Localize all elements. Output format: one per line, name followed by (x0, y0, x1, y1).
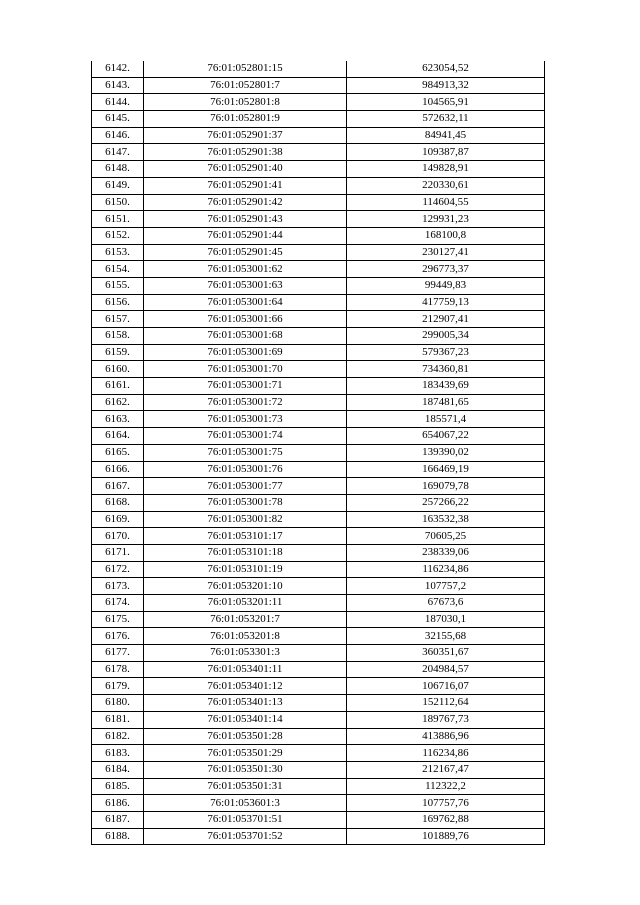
cadastral-number-cell: 76:01:053001:76 (144, 461, 347, 478)
cadastral-value-cell: 212907,41 (347, 311, 545, 328)
cadastral-value-cell: 169079,78 (347, 478, 545, 495)
cadastral-number-cell: 76:01:053701:52 (144, 828, 347, 845)
cadastral-value-cell: 104565,91 (347, 94, 545, 111)
cadastral-value-cell: 220330,61 (347, 177, 545, 194)
cadastral-value-cell: 212167,47 (347, 761, 545, 778)
cadastral-number-cell: 76:01:052901:37 (144, 127, 347, 144)
cadastral-value-cell: 185571,4 (347, 411, 545, 428)
table-row (92, 361, 545, 378)
cadastral-value-cell: 299005,34 (347, 328, 545, 345)
cadastral-value-cell: 654067,22 (347, 428, 545, 445)
cadastral-value-cell: 187030,1 (347, 611, 545, 628)
cadastral-number-cell: 76:01:052801:8 (144, 94, 347, 111)
cadastral-number-cell: 76:01:053001:71 (144, 378, 347, 395)
table-row (92, 828, 545, 845)
table-row (92, 578, 545, 595)
table-row (92, 645, 545, 662)
cadastral-number-cell: 76:01:053001:70 (144, 361, 347, 378)
table-row (92, 111, 545, 128)
row-number-cell: 6176. (92, 628, 144, 645)
cadastral-number-cell: 76:01:053101:18 (144, 544, 347, 561)
cadastral-value-cell: 204984,57 (347, 661, 545, 678)
table-row (92, 611, 545, 628)
row-number-cell: 6173. (92, 578, 144, 595)
row-number-cell: 6146. (92, 127, 144, 144)
row-number-cell: 6158. (92, 328, 144, 345)
table-row (92, 94, 545, 111)
cadastral-value-cell: 152112,64 (347, 695, 545, 712)
row-number-cell: 6177. (92, 645, 144, 662)
cadastral-value-cell: 116234,86 (347, 561, 545, 578)
cadastral-value-cell: 984913,32 (347, 77, 545, 94)
cadastral-value-cell: 107757,2 (347, 578, 545, 595)
cadastral-number-cell: 76:01:052901:44 (144, 227, 347, 244)
table-row (92, 244, 545, 261)
cadastral-number-cell: 76:01:053501:28 (144, 728, 347, 745)
cadastral-number-cell: 76:01:053001:62 (144, 261, 347, 278)
cadastral-value-cell: 238339,06 (347, 544, 545, 561)
cadastral-number-cell: 76:01:053101:19 (144, 561, 347, 578)
row-number-cell: 6148. (92, 161, 144, 178)
row-number-cell: 6174. (92, 595, 144, 612)
table-row (92, 77, 545, 94)
table-row (92, 428, 545, 445)
cadastral-value-cell: 230127,41 (347, 244, 545, 261)
table-row (92, 227, 545, 244)
table-row (92, 161, 545, 178)
cadastral-number-cell: 76:01:053201:8 (144, 628, 347, 645)
row-number-cell: 6170. (92, 528, 144, 545)
row-number-cell: 6186. (92, 795, 144, 812)
row-number-cell: 6185. (92, 778, 144, 795)
cadastral-number-cell: 76:01:052901:38 (144, 144, 347, 161)
table-row (92, 478, 545, 495)
cadastral-value-cell: 129931,23 (347, 211, 545, 228)
table-row (92, 394, 545, 411)
row-number-cell: 6151. (92, 211, 144, 228)
cadastral-number-cell: 76:01:053001:73 (144, 411, 347, 428)
row-number-cell: 6143. (92, 77, 144, 94)
row-number-cell: 6180. (92, 695, 144, 712)
table-row (92, 461, 545, 478)
cadastral-number-cell: 76:01:053001:64 (144, 294, 347, 311)
cadastral-value-cell: 109387,87 (347, 144, 545, 161)
row-number-cell: 6167. (92, 478, 144, 495)
row-number-cell: 6156. (92, 294, 144, 311)
cadastral-value-cell: 734360,81 (347, 361, 545, 378)
cadastral-number-cell: 76:01:053001:69 (144, 344, 347, 361)
table-row (92, 761, 545, 778)
row-number-cell: 6150. (92, 194, 144, 211)
cadastral-number-cell: 76:01:053001:82 (144, 511, 347, 528)
cadastral-value-cell: 417759,13 (347, 294, 545, 311)
cadastral-number-cell: 76:01:052901:45 (144, 244, 347, 261)
row-number-cell: 6179. (92, 678, 144, 695)
table-row (92, 795, 545, 812)
cadastral-number-cell: 76:01:053501:29 (144, 745, 347, 762)
row-number-cell: 6183. (92, 745, 144, 762)
table-row (92, 378, 545, 395)
table-row (92, 811, 545, 828)
row-number-cell: 6175. (92, 611, 144, 628)
table-row (92, 544, 545, 561)
table-row (92, 211, 545, 228)
table-row (92, 411, 545, 428)
cadastral-value-cell: 106716,07 (347, 678, 545, 695)
table-row (92, 745, 545, 762)
cadastral-value-cell: 107757,76 (347, 795, 545, 812)
cadastral-number-cell: 76:01:053501:31 (144, 778, 347, 795)
row-number-cell: 6178. (92, 661, 144, 678)
cadastral-number-cell: 76:01:053201:7 (144, 611, 347, 628)
row-number-cell: 6149. (92, 177, 144, 194)
cadastral-number-cell: 76:01:053401:12 (144, 678, 347, 695)
cadastral-value-cell: 101889,76 (347, 828, 545, 845)
row-number-cell: 6165. (92, 444, 144, 461)
table-row (92, 678, 545, 695)
cadastral-value-cell: 166469,19 (347, 461, 545, 478)
table-row (92, 344, 545, 361)
cadastral-value-cell: 67673,6 (347, 595, 545, 612)
cadastral-number-cell: 76:01:052801:9 (144, 111, 347, 128)
cadastral-number-cell: 76:01:052801:7 (144, 77, 347, 94)
table-row (92, 61, 545, 77)
row-number-cell: 6169. (92, 511, 144, 528)
row-number-cell: 6159. (92, 344, 144, 361)
cadastral-value-cell: 189767,73 (347, 711, 545, 728)
cadastral-value-cell: 114604,55 (347, 194, 545, 211)
cadastral-number-cell: 76:01:053001:74 (144, 428, 347, 445)
cadastral-value-cell: 169762,88 (347, 811, 545, 828)
table-row (92, 127, 545, 144)
row-number-cell: 6155. (92, 277, 144, 294)
row-number-cell: 6160. (92, 361, 144, 378)
table-row (92, 711, 545, 728)
table-row (92, 494, 545, 511)
cadastral-value-cell: 413886,96 (347, 728, 545, 745)
cadastral-value-cell: 149828,91 (347, 161, 545, 178)
cadastral-number-cell: 76:01:053001:68 (144, 328, 347, 345)
row-number-cell: 6184. (92, 761, 144, 778)
row-number-cell: 6145. (92, 111, 144, 128)
table-row (92, 778, 545, 795)
cadastral-number-cell: 76:01:053201:11 (144, 595, 347, 612)
table-row (92, 528, 545, 545)
cadastral-value-cell: 572632,11 (347, 111, 545, 128)
cadastral-value-cell: 187481,65 (347, 394, 545, 411)
table-row (92, 595, 545, 612)
cadastral-number-cell: 76:01:053401:13 (144, 695, 347, 712)
cadastral-number-cell: 76:01:052801:15 (144, 61, 347, 77)
cadastral-number-cell: 76:01:052901:41 (144, 177, 347, 194)
cadastral-number-cell: 76:01:052901:42 (144, 194, 347, 211)
table-row (92, 328, 545, 345)
table-row (92, 728, 545, 745)
row-number-cell: 6144. (92, 94, 144, 111)
cadastral-number-cell: 76:01:053701:51 (144, 811, 347, 828)
row-number-cell: 6168. (92, 494, 144, 511)
cadastral-value-cell: 168100,8 (347, 227, 545, 244)
cadastral-number-cell: 76:01:052901:40 (144, 161, 347, 178)
table-row (92, 695, 545, 712)
table-row (92, 261, 545, 278)
cadastral-value-cell: 163532,38 (347, 511, 545, 528)
table-row (92, 311, 545, 328)
table-row (92, 177, 545, 194)
cadastral-value-cell: 623054,52 (347, 61, 545, 77)
table-row (92, 277, 545, 294)
cadastral-number-cell: 76:01:053001:72 (144, 394, 347, 411)
row-number-cell: 6188. (92, 828, 144, 845)
cadastral-number-cell: 76:01:053501:30 (144, 761, 347, 778)
cadastral-number-cell: 76:01:053001:75 (144, 444, 347, 461)
row-number-cell: 6157. (92, 311, 144, 328)
table-row (92, 294, 545, 311)
row-number-cell: 6153. (92, 244, 144, 261)
cadastral-number-cell: 76:01:053301:3 (144, 645, 347, 662)
table-row (92, 511, 545, 528)
cadastral-number-cell: 76:01:053001:78 (144, 494, 347, 511)
row-number-cell: 6147. (92, 144, 144, 161)
cadastral-number-cell: 76:01:053101:17 (144, 528, 347, 545)
cadastral-number-cell: 76:01:053601:3 (144, 795, 347, 812)
row-number-cell: 6154. (92, 261, 144, 278)
cadastral-value-cell: 84941,45 (347, 127, 545, 144)
table-body (92, 61, 545, 845)
cadastral-value-cell: 296773,37 (347, 261, 545, 278)
cadastral-value-cell: 579367,23 (347, 344, 545, 361)
cadastral-value-cell: 183439,69 (347, 378, 545, 395)
row-number-cell: 6162. (92, 394, 144, 411)
cadastral-number-cell: 76:01:053001:66 (144, 311, 347, 328)
cadastral-number-cell: 76:01:052901:43 (144, 211, 347, 228)
cadastral-value-cell: 70605,25 (347, 528, 545, 545)
row-number-cell: 6172. (92, 561, 144, 578)
cadastral-value-table (91, 61, 545, 845)
row-number-cell: 6187. (92, 811, 144, 828)
table-row (92, 561, 545, 578)
row-number-cell: 6171. (92, 544, 144, 561)
table-row (92, 444, 545, 461)
cadastral-value-cell: 32155,68 (347, 628, 545, 645)
row-number-cell: 6164. (92, 428, 144, 445)
row-number-cell: 6166. (92, 461, 144, 478)
row-number-cell: 6161. (92, 378, 144, 395)
cadastral-value-cell: 257266,22 (347, 494, 545, 511)
row-number-cell: 6152. (92, 227, 144, 244)
row-number-cell: 6181. (92, 711, 144, 728)
table-row (92, 661, 545, 678)
table-row (92, 144, 545, 161)
cadastral-number-cell: 76:01:053001:63 (144, 277, 347, 294)
cadastral-value-cell: 139390,02 (347, 444, 545, 461)
cadastral-value-cell: 99449,83 (347, 277, 545, 294)
row-number-cell: 6163. (92, 411, 144, 428)
row-number-cell: 6182. (92, 728, 144, 745)
table-row (92, 194, 545, 211)
cadastral-value-cell: 116234,86 (347, 745, 545, 762)
cadastral-number-cell: 76:01:053401:14 (144, 711, 347, 728)
table-row (92, 628, 545, 645)
cadastral-number-cell: 76:01:053001:77 (144, 478, 347, 495)
cadastral-number-cell: 76:01:053401:11 (144, 661, 347, 678)
cadastral-value-cell: 360351,67 (347, 645, 545, 662)
cadastral-number-cell: 76:01:053201:10 (144, 578, 347, 595)
row-number-cell: 6142. (92, 61, 144, 77)
cadastral-value-cell: 112322,2 (347, 778, 545, 795)
